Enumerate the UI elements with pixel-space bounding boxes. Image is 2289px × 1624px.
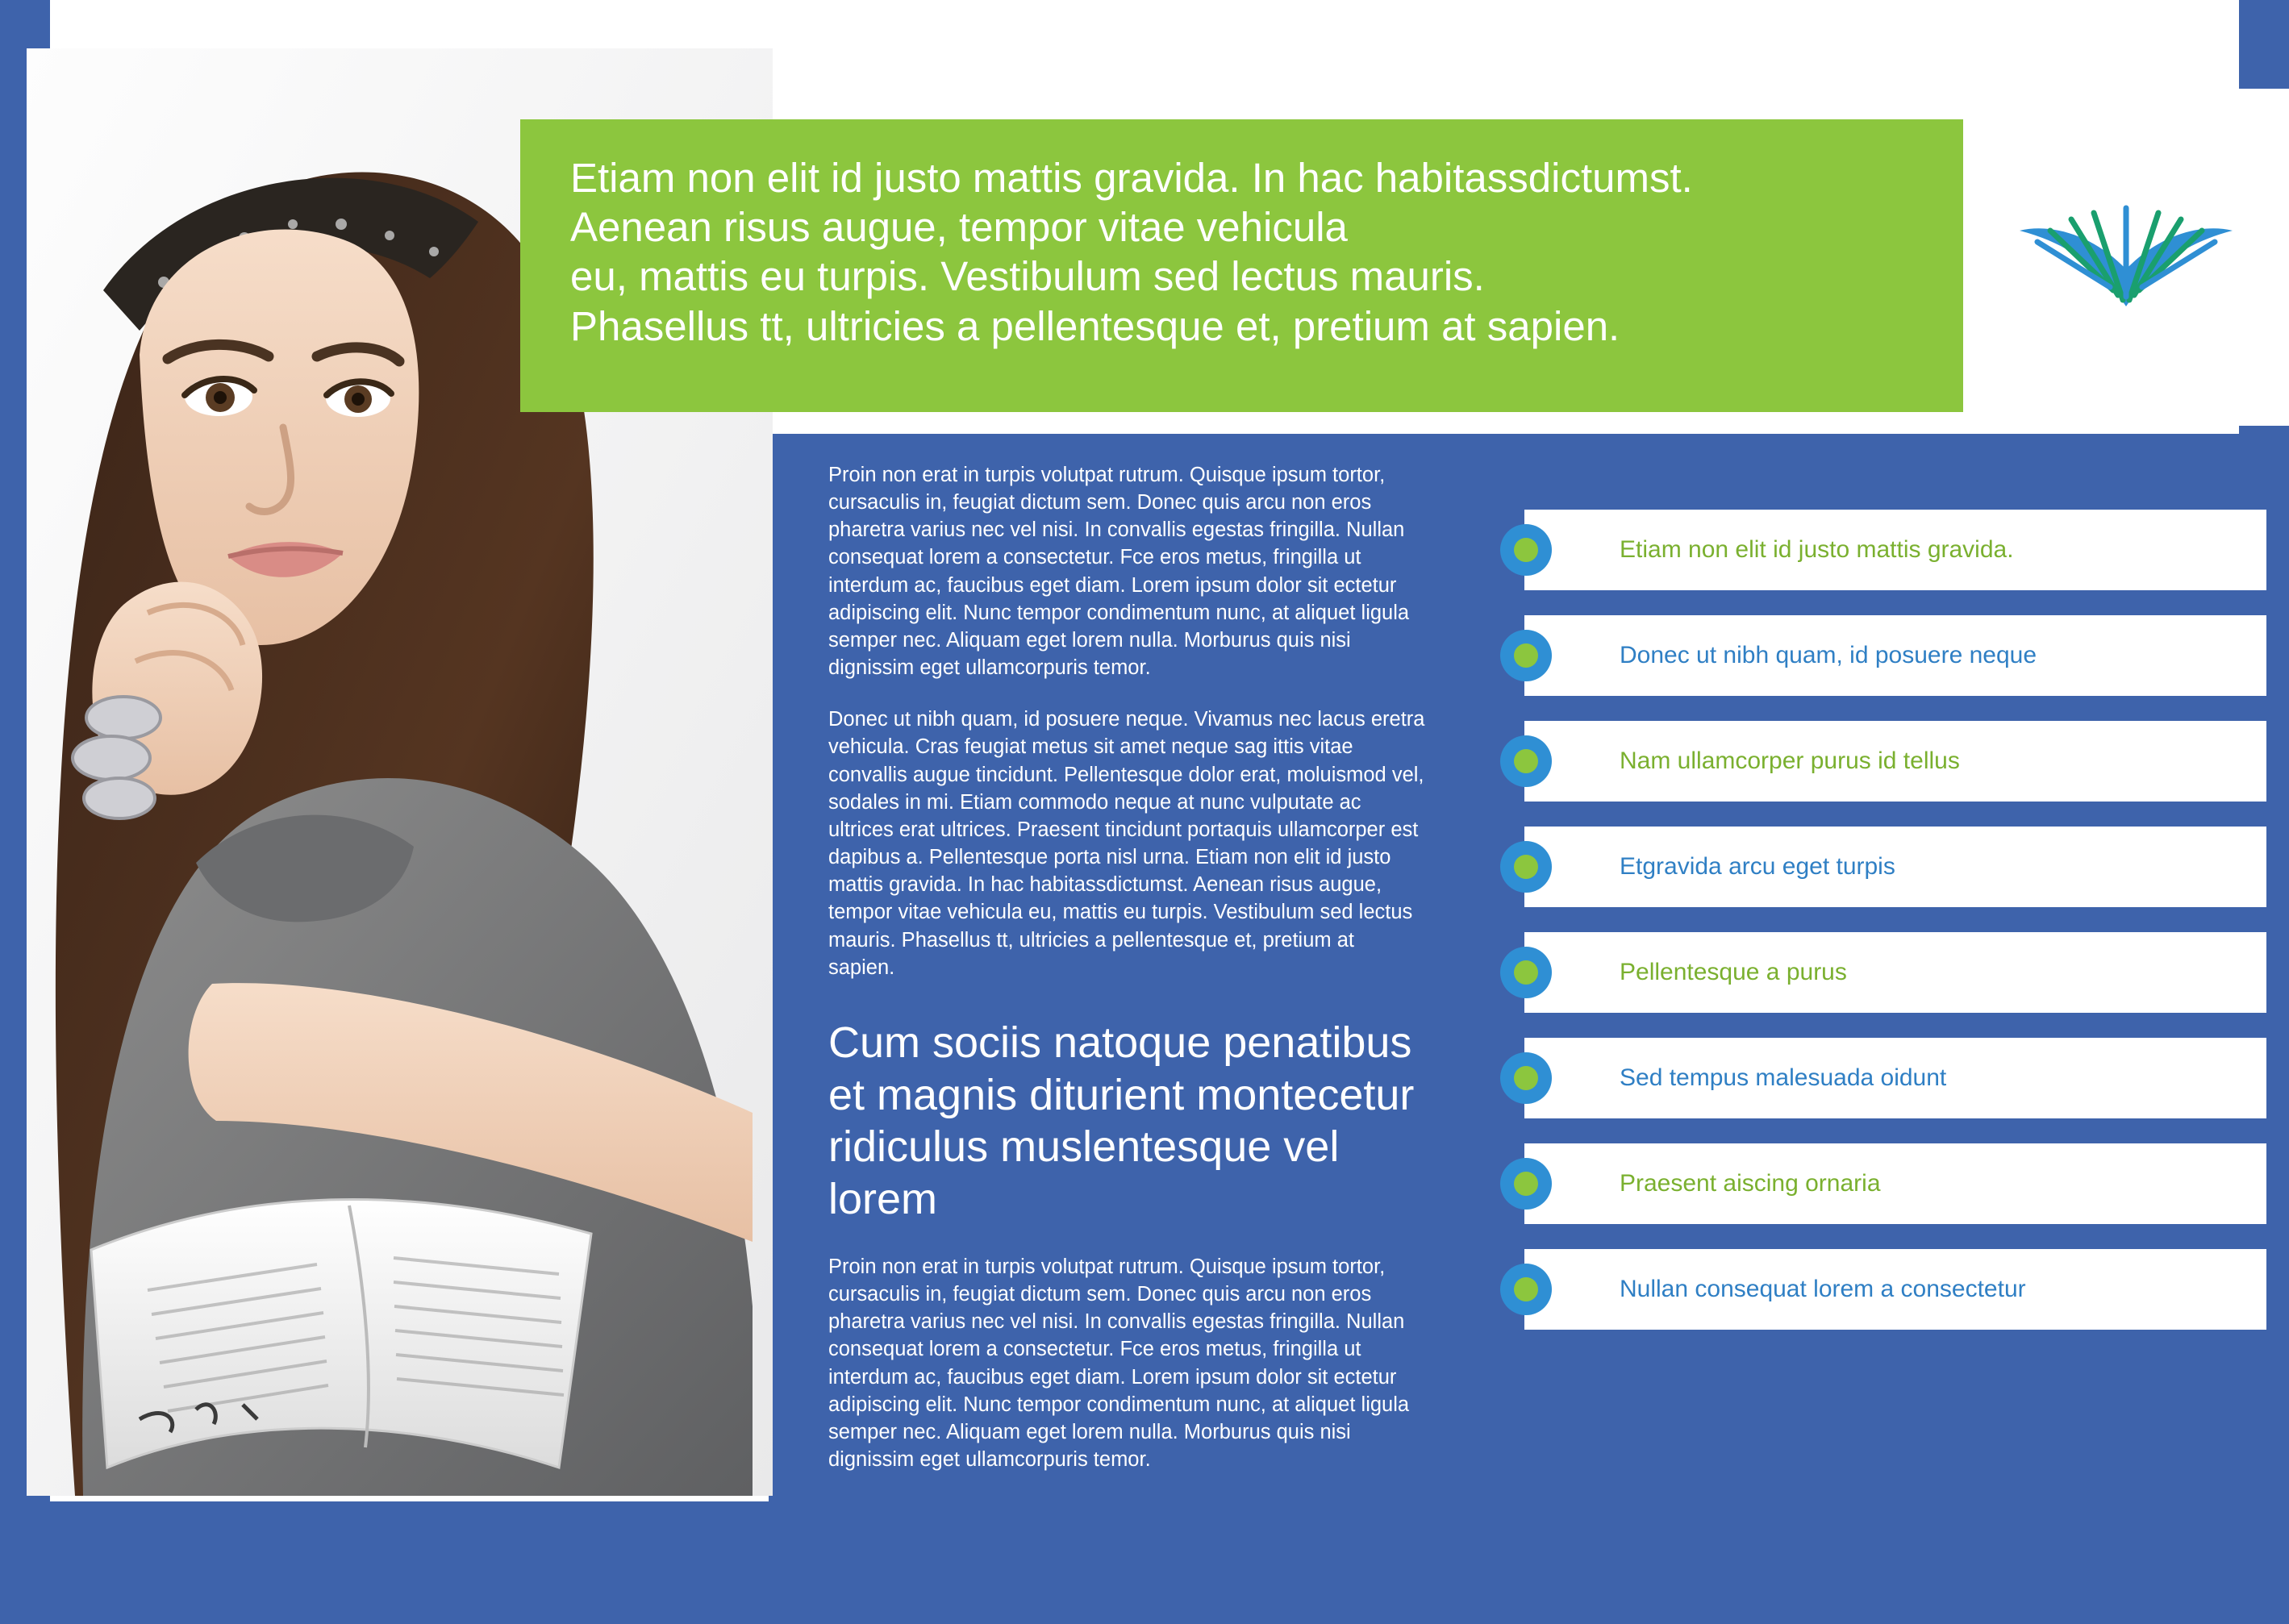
list-item-label: Sed tempus malesuada oidunt [1620, 1064, 1947, 1091]
headline-line-2: Aenean risus augue, tempor vitae vehicula [570, 204, 1348, 251]
list-item-label: Etiam non elit id justo mattis gravida. [1620, 536, 2014, 563]
bullet-dot-icon [1500, 1158, 1552, 1210]
list-item-label: Nullan consequat lorem a consectetur [1620, 1276, 2026, 1302]
body-text-column [828, 461, 1425, 1497]
list-item[interactable] [1524, 827, 2266, 907]
list-item-label: Etgravida arcu eget turpis [1620, 853, 1895, 880]
bullet-dot-icon [1500, 524, 1552, 576]
list-item[interactable] [1524, 510, 2266, 590]
bullet-list [1524, 510, 2266, 1355]
bullet-dot-icon [1500, 947, 1552, 998]
open-book-logo-icon [2005, 195, 2247, 320]
list-item-label: Nam ullamcorper purus id tellus [1620, 747, 1960, 774]
list-item[interactable] [1524, 721, 2266, 802]
list-item[interactable] [1524, 1249, 2266, 1330]
logo-card [1963, 89, 2289, 426]
list-item[interactable] [1524, 1143, 2266, 1224]
list-item-label: Donec ut nibh quam, id posuere neque [1620, 642, 2037, 668]
body-paragraph-2: Donec ut nibh quam, id posuere neque. Vivamus nec lacus eretra vehicula. Cras feugiat metus sit amet neque sag ittis vitae convallis augue tincidunt. Pellentesque dolor erat, moluismod vel, sodales in mi. Etiam commodo neque at nunc vulputate ac ultrices erat ultrices. Praesent tincidunt portaquis ullamcorper est dapibus a. Pellentesque porta nisl urna. Etiam non elit id justo mattis gravida. In hac habitassdictumst. Aenean risus augue, tempor vitae vehicula eu, mattis eu turpis. Vestibulum sed lectus mauris. Phasellus tt, ultricies a pellentesque et, pretium at sapien. [828, 708, 1425, 979]
bullet-dot-icon [1500, 630, 1552, 681]
body-paragraph-1: Proin non erat in turpis volutpat rutrum. Quisque ipsum tortor, cursaculis in, feugiat dictum sem. Donec quis arcu non eros pharetra varius nec vel nisi. In convallis egestas fringilla. Nullan consequat lorem a consectetur. Fce eros metus, fringilla ut interdum ac, faucibus eget diam. Lorem ipsum dolor sit ectetur adipiscing elit. Nunc tempor condimentum nunc, at aliquet ligula semper nec. Aliquam eget lorem nulla. Morburus quis nisi dignissim eget ullamcorpuris temor. [828, 464, 1410, 680]
headline-line-1: Etiam non elit id justo mattis gravida. In hac habitassdictumst. [570, 155, 1693, 201]
bullet-dot-icon [1500, 1052, 1552, 1104]
list-item-label: Pellentesque a purus [1620, 959, 1847, 985]
list-item-label: Praesent aiscing ornaria [1620, 1170, 1881, 1197]
headline-line-4: Phasellus tt, ultricies a pellentesque et, pretium at sapien. [570, 302, 1620, 349]
section-heading: Cum sociis natoque penatibus et magnis diturient montecetur ridiculus muslentesque vel lorem [828, 1018, 1415, 1224]
body-paragraph-3: Proin non erat in turpis volutpat rutrum. Quisque ipsum tortor, cursaculis in, feugiat dictum sem. Donec quis arcu non eros pharetra varius nec vel nisi. In convallis egestas fringilla. Nullan consequat lorem a consectetur. Fce eros metus, fringilla ut interdum ac, faucibus eget diam. Lorem ipsum dolor sit ectetur adipiscing elit. Nunc tempor condimentum nunc, at aliquet ligula semper nec. Aliquam eget lorem nulla. Morburus quis nisi dignissim eget ullamcorpuris temor. [828, 1255, 1410, 1472]
headline-line-3: eu, mattis eu turpis. Vestibulum sed lectus mauris. [570, 253, 1485, 300]
list-item[interactable] [1524, 932, 2266, 1013]
bullet-dot-icon [1500, 735, 1552, 787]
bullet-dot-icon [1500, 1264, 1552, 1315]
list-item[interactable] [1524, 1038, 2266, 1118]
list-item[interactable] [1524, 615, 2266, 696]
bullet-dot-icon [1500, 841, 1552, 893]
headline-banner [520, 119, 1964, 412]
blue-bottom-strip [0, 1501, 2289, 1624]
